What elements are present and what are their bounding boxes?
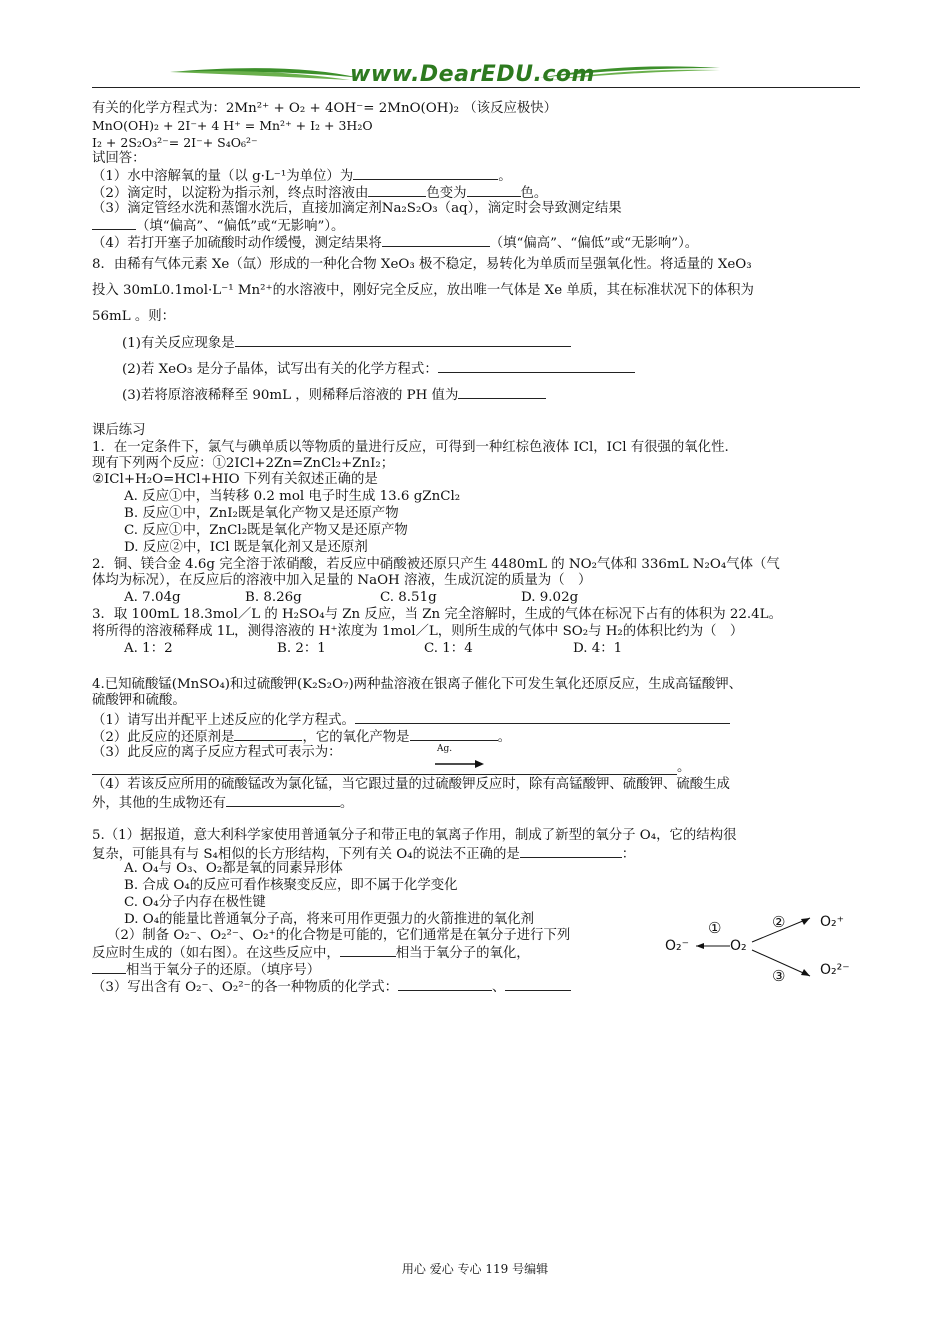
- q8-2-text: (2)若 XeO₃ 是分子晶体，试写出有关的化学方程式：: [122, 362, 438, 377]
- q7-4-blank[interactable]: [382, 234, 490, 247]
- q8-stem-2: 投入 30mL0.1mol·L⁻¹ Mn²⁺的水溶液中，刚好完全反应，放出唯一气体是 Xe 单质，其在标准状况下的体积为: [92, 283, 754, 298]
- p2-option-a[interactable]: A. 7.04g: [124, 590, 181, 605]
- p5-option-b[interactable]: B. 合成 O₄的反应可看作核聚变反应，即不属于化学变化: [124, 878, 458, 893]
- q7-3-blank[interactable]: [92, 217, 136, 230]
- q7-2: [92, 184, 547, 202]
- p5-2-text: 反应时生成的（如右图）。在这些反应中，: [92, 946, 340, 961]
- q8-1-text: (1)有关反应现象是: [122, 336, 235, 351]
- p3-option-c[interactable]: C. 1：4: [424, 641, 473, 656]
- p5-2-blank-1[interactable]: [340, 944, 396, 957]
- q7-1-blank[interactable]: [353, 167, 498, 180]
- q8-3-text: (3)若将原溶液稀释至 90mL ，则稀释后溶液的 PH 值为: [122, 388, 459, 403]
- p4-4-cont: [92, 794, 353, 812]
- p2-stem-2: 体均为标况），在反应后的溶液中加入足量的 NaOH 溶液，生成沉淀的质量为（ ）: [92, 573, 592, 588]
- p5-3-blank-1[interactable]: [398, 978, 492, 991]
- diagram-step-2: ②: [772, 913, 786, 931]
- diagram-o2: O₂: [730, 938, 747, 954]
- p5-stem-1: 5.（1）据报道，意大利科学家使用普通氧分子和带正电的氧离子作用，制成了新型的氧分子 O₄，它的结构很: [92, 828, 737, 843]
- q7-4-text: （4）若打开塞子加硫酸时动作缓慢，测定结果将: [92, 236, 382, 251]
- p4-1-blank[interactable]: [355, 711, 730, 724]
- q8-stem-3: 56mL 。则：: [92, 309, 176, 324]
- header-rule: [92, 87, 860, 88]
- equation-line-2: MnO(OH)₂ + 2I⁻+ 4 H⁺ = Mn²⁺ + I₂ + 3H₂O: [92, 118, 373, 133]
- p1-stem-1: 1．在一定条件下，氯气与碘单质以等物质的量进行反应，可得到一种红棕色液体 ICl，ICl 有很强的氧化性.: [92, 440, 729, 455]
- p1-option-c[interactable]: C. 反应①中，ZnCl₂既是氧化产物又是还原产物: [124, 523, 408, 538]
- p4-2-text: （2）此反应的还原剂是: [92, 730, 235, 745]
- p1-option-d[interactable]: D. 反应②中，ICl 既是氧化剂又是还原剂: [124, 540, 368, 555]
- q8-3-blank[interactable]: [458, 386, 546, 399]
- p4-4-text: 外，其他的生成物还有: [92, 796, 226, 811]
- q7-1-end: 。: [498, 169, 512, 184]
- p5-stem-2-end: ：: [621, 847, 636, 862]
- p3-option-b[interactable]: B. 2：1: [277, 641, 326, 656]
- p4-3: （3）此反应的离子反应方程式可表示为：: [92, 745, 342, 760]
- p1-option-a[interactable]: A. 反应①中，当转移 0.2 mol 电子时生成 13.6 gZnCl₂: [124, 489, 461, 504]
- q7-4-end: （填“偏高”、“偏低”或“无影响”）。: [489, 236, 699, 251]
- page-footer: 用心 爱心 专心 119 号编辑: [401, 1262, 549, 1276]
- q8-1-blank[interactable]: [235, 334, 571, 347]
- q8-3: [122, 386, 546, 404]
- q7-2-text: （2）滴定时，以淀粉为指示剂，终点时溶液由: [92, 186, 369, 201]
- equation-line-3: I₂ + 2S₂O₃²⁻= 2I⁻+ S₄O₆²⁻: [92, 135, 258, 150]
- p4-1: [92, 711, 730, 729]
- q7-3: （3）滴定管经水洗和蒸馏水洗后，直接加滴定剂Na₂S₂O₃（aq），滴定时会导致测定结果: [92, 201, 622, 216]
- p4-2-blank-2[interactable]: [410, 728, 498, 741]
- p2-option-b[interactable]: B. 8.26g: [245, 590, 302, 605]
- p5-option-d[interactable]: D. O₄的能量比普通氧分子高，将来可用作更强力的火箭推进的氧化剂: [124, 912, 535, 927]
- catalyst-label: Ag.: [437, 744, 453, 754]
- q7-2-end: 色。: [520, 186, 548, 201]
- q7-4: [92, 234, 698, 252]
- p5-3: [92, 978, 571, 996]
- p5-2-blank-2[interactable]: [92, 961, 126, 974]
- diagram-o2-plus: O₂⁺: [820, 914, 845, 930]
- q7-1-text: （1）水中溶解氧的量（以 g·L⁻¹为单位）为: [92, 169, 354, 184]
- p5-2-stem-3: [92, 961, 320, 979]
- p5-2-stem-2: [92, 944, 530, 962]
- q8-2-blank[interactable]: [438, 360, 635, 373]
- q8-stem-1: 8．由稀有气体元素 Xe（氙）形成的一种化合物 XeO₃ 极不稳定，易转化为单质而呈强氧化性。将适量的 XeO₃: [92, 257, 752, 272]
- p4-4-blank[interactable]: [226, 794, 340, 807]
- q7-3-cont: [92, 217, 344, 235]
- q7-2-blank-1[interactable]: [368, 184, 426, 197]
- q8-1: [122, 334, 571, 352]
- p4-2-blank-1[interactable]: [234, 728, 302, 741]
- q7-3-cont-text: （填“偏高”、“偏低”或“无影响”）。: [136, 219, 345, 234]
- p5-3-text: （3）写出含有 O₂⁻、O₂²⁻的各一种物质的化学式：: [92, 980, 399, 995]
- p1-option-b[interactable]: B. 反应①中，ZnI₂既是氧化产物又是还原产物: [124, 506, 399, 521]
- p3-option-d[interactable]: D. 4：1: [573, 641, 623, 656]
- equation-line-1: 有关的化学方程式为：2Mn²⁺ + O₂ + 4OH⁻= 2MnO(OH)₂ （该反应极快）: [92, 101, 558, 116]
- p5-3-mid: 、: [492, 980, 506, 995]
- p5-3-blank-2[interactable]: [505, 978, 571, 991]
- p4-stem-1: 4.已知硫酸锰(MnSO₄)和过硫酸钾(K₂S₂O₇)两种盐溶液在银离子催化下可发生氧化还原反应，生成高锰酸钾、: [92, 677, 743, 692]
- diagram-step-3: ③: [772, 967, 786, 985]
- p5-2-mid: 相当于氧分子的氧化，: [395, 946, 530, 961]
- p3-option-a[interactable]: A. 1：2: [124, 641, 173, 656]
- p5-1-blank[interactable]: [520, 845, 622, 858]
- p5-option-a[interactable]: A. O₄与 O₃、O₂都是氧的同素异形体: [124, 861, 343, 876]
- p2-option-d[interactable]: D. 9.02g: [521, 590, 579, 605]
- q8-2: [122, 360, 635, 378]
- p2-option-c[interactable]: C. 8.51g: [380, 590, 437, 605]
- p5-stem-2-text: 复杂，可能具有与 S₄相似的长方形结构，下列有关 O₄的说法不正确的是: [92, 847, 520, 862]
- p4-4: （4）若该反应所用的硫酸锰改为氯化锰，当它跟过量的过硫酸钾反应时，除有高锰酸钾、硫酸钾、硫酸生成: [92, 777, 730, 792]
- p1-stem-3: ②ICl+H₂O=HCl+HIO 下列有关叙述正确的是: [92, 472, 378, 487]
- p4-4-end: 。: [339, 796, 354, 811]
- diagram-o2-minus: O₂⁻: [665, 938, 690, 954]
- p5-option-c[interactable]: C. O₄分子内存在极性键: [124, 895, 266, 910]
- prompt-answer: 试回答：: [92, 151, 146, 166]
- site-logo: www.DearEDU.com: [350, 62, 595, 87]
- section-title: 课后练习: [92, 423, 146, 438]
- q7-2-blank-2[interactable]: [467, 184, 521, 197]
- p4-3-blank[interactable]: [92, 762, 677, 775]
- q7-1: [92, 167, 512, 185]
- p3-stem-2: 将所得的溶液稀释成 1L，测得溶液的 H⁺浓度为 1mol／L，则所生成的气体中 SO₂与 H₂的体积比约为（ ）: [92, 624, 744, 639]
- q7-2-mid: 色变为: [426, 186, 467, 201]
- p1-stem-2: 现有下列两个反应：①2ICl+2Zn=ZnCl₂+ZnI₂；: [92, 456, 395, 471]
- p2-stem-1: 2．铜、镁合金 4.6g 完全溶于浓硝酸，若反应中硝酸被还原只产生 4480mL 的 NO₂气体和 336mL N₂O₄气体（气: [92, 557, 780, 572]
- diagram-step-1: ①: [708, 919, 722, 937]
- p4-3-end: 。: [677, 760, 691, 775]
- p4-stem-2: 硫酸钾和硫酸。: [92, 693, 186, 708]
- p5-2-end: 相当于氧分子的还原。（填序号）: [126, 963, 321, 978]
- p4-1-text: （1）请写出并配平上述反应的化学方程式。: [92, 713, 355, 728]
- diagram-o2-2minus: O₂²⁻: [820, 962, 850, 978]
- p4-2-end: 。: [497, 730, 511, 745]
- p5-2-stem: （2）制备 O₂⁻、O₂²⁻、O₂⁺的化合物是可能的，它们通常是在氧分子进行下列: [107, 928, 571, 943]
- p3-stem-1: 3．取 100mL 18.3mol／L 的 H₂SO₄与 Zn 反应，当 Zn 完全溶解时，生成的气体在标况下占有的体积为 22.4L。: [92, 607, 782, 622]
- p4-2-mid: ，它的氧化产物是: [302, 730, 410, 745]
